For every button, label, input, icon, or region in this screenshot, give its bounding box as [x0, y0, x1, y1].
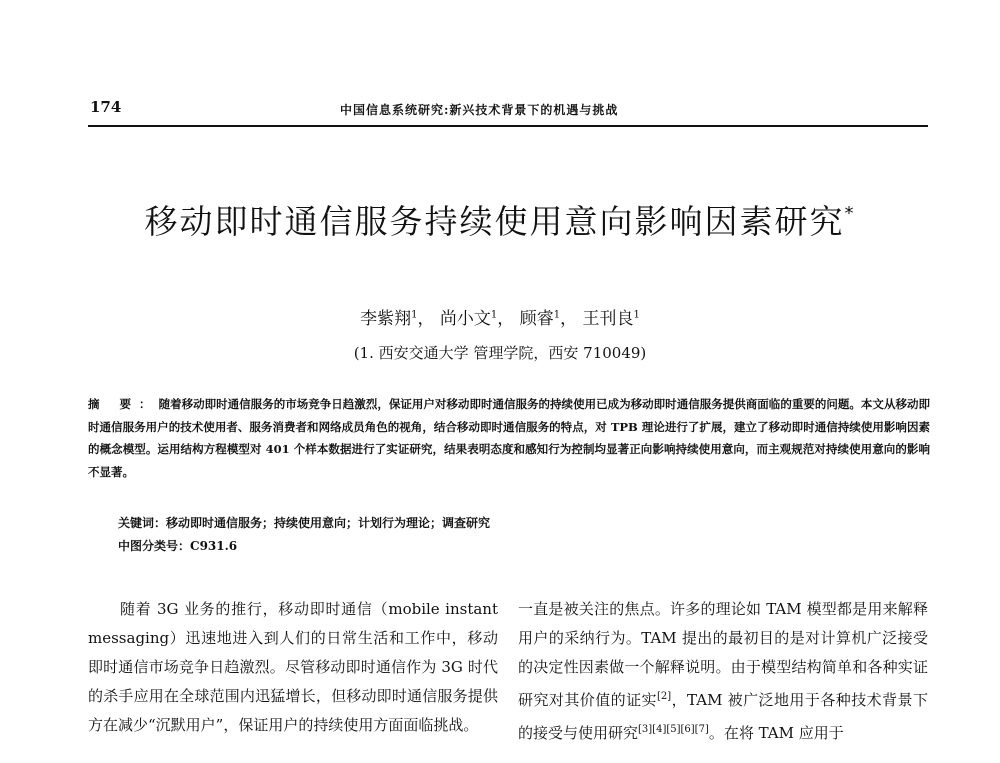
citation: [3][4][5][6][7] [638, 724, 709, 735]
abstract [88, 393, 930, 483]
page-number: 174 [90, 98, 122, 116]
author-name: 尚小文 [439, 309, 491, 329]
body-right-text: 一直是被关注的焦点。许多的理论如 TAM 模型都是用来解释用户的采纳行为。TAM 提出的最初目的是对计算机广泛接受的决定性因素做一个解释说明。由于模型结构简单和各种实证研究对其价值的证实 [518, 600, 928, 709]
paper-title-text: 移动即时通信服务持续使用意向影响因素研究 [144, 202, 845, 241]
author-separator: ， [417, 309, 435, 329]
author-name: 李紫翔 [360, 309, 412, 329]
keywords [118, 514, 918, 531]
author-list [60, 304, 940, 329]
running-header: 中国信息系统研究:新兴技术背景下的机遇与挑战 [340, 103, 619, 117]
author-affiliation-mark: 1 [411, 309, 418, 321]
body-right-text: 。在将 TAM 应用于 [708, 724, 844, 742]
body-right-column [518, 595, 928, 748]
author-affiliation-mark: 1 [633, 309, 640, 321]
author-affiliation-mark: 1 [553, 309, 561, 321]
author-name: 王刊良 [582, 309, 634, 329]
body-right-text: ，TAM 被广泛地用于各种技术背景下的接受与使用研究 [518, 691, 928, 742]
title-footnote-mark: * [844, 203, 856, 224]
author-name: 顾睿 [519, 309, 554, 329]
abstract-label: 摘 要： [88, 397, 159, 411]
paper-title [60, 196, 940, 243]
classification-value: C931.6 [190, 539, 238, 553]
header-rule [88, 125, 928, 127]
author-separator: ， [497, 309, 515, 329]
author-affiliation-mark: 1 [490, 309, 498, 321]
keywords-text: 移动即时通信服务；持续使用意向；计划行为理论；调查研究 [166, 516, 491, 530]
abstract-text: 随着移动即时通信服务的市场竞争日趋激烈，保证用户对移动即时通信服务的持续使用已成为移动即时通信服务提供商面临的重要的问题。本文从移动即时通信服务用户的技术使用者、服务消费者和网络成员角色的视角，结合移动即时通信服务的特点，对 TPB 理论进行了扩展，建立了移动即时通信持续使用影响因素的概念模型。运用结构方程模型对 401 个样本数据进行了实证研究，结果表明态度和感知行为控制均显著正向影响持续使用意向，而主观规范对持续使用意向的影响不显著。 [88, 397, 930, 479]
classification-label: 中图分类号： [118, 539, 191, 553]
classification-number [118, 537, 918, 554]
affiliation: (1. 西安交通大学 管理学院，西安 710049) [353, 344, 647, 362]
author-separator: ， [560, 309, 578, 329]
body-left-column: 随着 3G 业务的推行，移动即时通信（mobile instant messaging）迅速地进入到人们的日常生活和工作中，移动即时通信市场竞争日趋激烈。尽管移动即时通信作为 3G 时代的杀手应用在全球范围内迅猛增长，但移动即时通信服务提供方在减少“沉默用户”，保证用户的持续使用方面面临挑战。 [88, 600, 498, 734]
keywords-label: 关键词： [118, 516, 167, 530]
citation: [2] [657, 691, 672, 702]
